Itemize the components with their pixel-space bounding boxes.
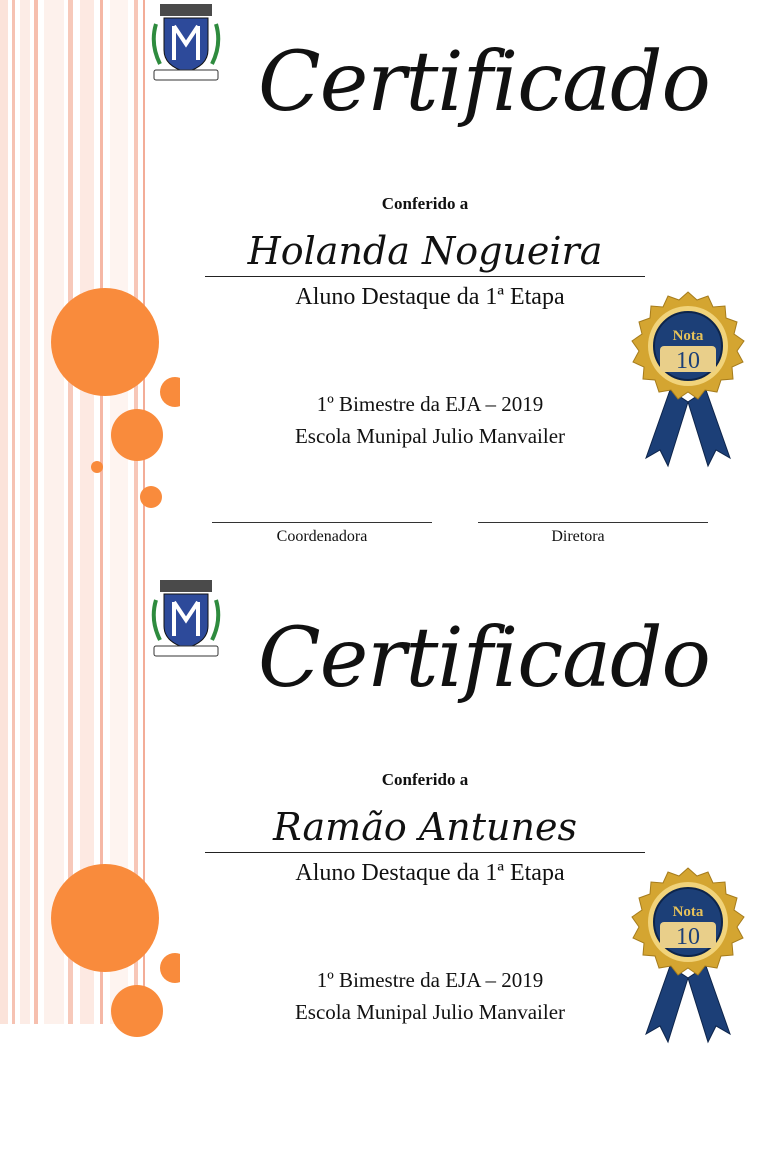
- signature-label-director: Diretora: [551, 528, 605, 545]
- badge-score: 10: [676, 924, 700, 950]
- certificate-title: Certificado: [258, 35, 710, 130]
- nota-10-badge-icon: [624, 290, 752, 476]
- period-text: 1º Bimestre da EJA – 2019: [316, 968, 544, 992]
- municipal-crest-icon: [150, 4, 222, 84]
- school-name: Escola Munipal Julio Manvailer: [294, 1000, 566, 1024]
- school-name: Escola Munipal Julio Manvailer: [294, 424, 566, 448]
- recipient-name: Ramão Antunes: [273, 805, 577, 849]
- award-subtitle: Aluno Destaque da 1ª Etapa: [295, 860, 565, 886]
- nota-10-badge-icon: [624, 866, 752, 1052]
- signature-label-coordinator: Coordenadora: [276, 528, 368, 545]
- period-text: 1º Bimestre da EJA – 2019: [316, 392, 544, 416]
- signature-line-coordinator: [212, 522, 432, 523]
- award-subtitle: Aluno Destaque da 1ª Etapa: [295, 284, 565, 310]
- signature-line-director: [478, 522, 708, 523]
- badge-word: Nota: [672, 328, 704, 344]
- certificate-2: [0, 576, 768, 1152]
- certificate-title: Certificado: [258, 611, 710, 706]
- name-underline: [205, 852, 645, 853]
- municipal-crest-icon: [150, 580, 222, 660]
- orange-dots-decoration: [40, 280, 180, 520]
- conferred-label: Conferido a: [381, 770, 469, 789]
- recipient-name: Holanda Nogueira: [247, 229, 603, 273]
- orange-dots-decoration: [40, 856, 180, 1096]
- badge-score: 10: [676, 348, 700, 374]
- name-underline: [205, 276, 645, 277]
- conferred-label: Conferido a: [381, 194, 469, 213]
- badge-word: Nota: [672, 904, 704, 920]
